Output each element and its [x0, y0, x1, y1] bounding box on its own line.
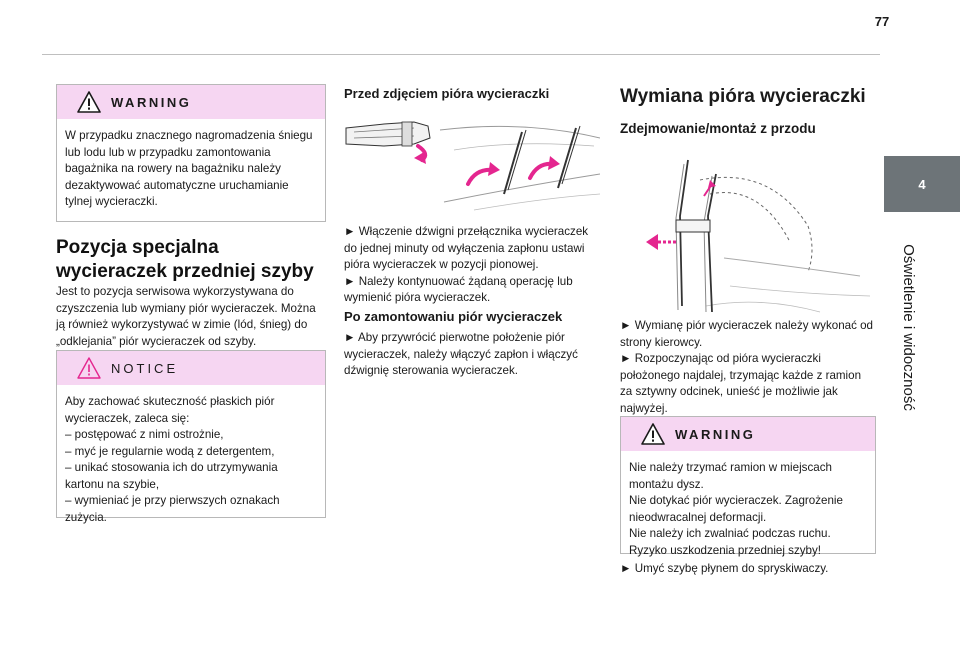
chapter-title: Oświetlenie i widoczność [899, 243, 917, 411]
heading-before-removal: Przed zdjęciem pióra wycieraczki [344, 86, 550, 101]
warning-label: WARNING [111, 94, 192, 110]
steps-before-removal [344, 224, 600, 307]
warning-label: WARNING [675, 426, 756, 442]
step-item: ► Umyć szybę płynem do spryskiwaczy. [620, 562, 829, 575]
warning-line: Nie należy trzymać ramion w miejscach montażu dysz. [629, 461, 832, 491]
notice-line: – wymieniać je przy pierwszych oznakach zużycia. [65, 494, 280, 524]
steps-after-installation [344, 330, 600, 380]
warning-line: Nie dotykać piór wycieraczek. Zagrożenie nieodwracalnej deformacji. [629, 494, 843, 524]
heading-after-installation: Po zamontowaniu piór wycieraczek [344, 309, 563, 324]
header-rule [42, 54, 880, 55]
notice-header [57, 351, 325, 385]
chapter-title-vertical [899, 222, 917, 432]
warning-header [57, 85, 325, 119]
chapter-number: 4 [918, 176, 926, 192]
warning-triangle-icon [77, 357, 101, 379]
page-number: 77 [874, 14, 890, 29]
subtitle-front-removal: Zdejmowanie/montaż z przodu [620, 121, 816, 136]
warning-header [621, 417, 875, 451]
step-item: ► Włączenie dźwigni przełącznika wycieraczek do jednej minuty od wyłączenia zapłonu ustawi pióra wycieraczek w pozycji pionowej. [344, 225, 589, 271]
section-text [56, 284, 326, 350]
wiper-vertical-position-illustration [344, 110, 600, 214]
notice-line: – postępować z nimi ostrożnie, [65, 428, 224, 441]
warning-box-wiper-arms [620, 416, 876, 557]
step-item: ► Wymianę piór wycieraczek należy wykonać od strony kierowcy. [620, 319, 874, 349]
warning-text: W przypadku znacznego nagromadzenia śniegu lub lodu lub w przypadku zamontowania bagażnika na rowery na bagażniku należy dezaktywować automatyczne uruchamianie tylnej wycieraczki. [65, 129, 313, 208]
final-step [620, 561, 876, 578]
warning-line: Nie należy ich zwalniać podczas ruchu. [629, 527, 831, 540]
special-position-text: Jest to pozycja serwisowa wykorzystywana do czyszczenia lub wymiany piór wycieraczek. Można ją również wykorzystywać w zimie (lód, śnieg) do „odklejania” piór wycieraczek od szyby. [56, 285, 316, 348]
wiper-removal-illustration [620, 146, 876, 314]
notice-line: – unikać stosowania ich do utrzymywania kartonu na szybie, [65, 461, 278, 491]
warning-line: Ryzyko uszkodzenia przedniej szyby! [629, 543, 822, 557]
steps-wiper-replacement [620, 318, 876, 417]
title-wiper-replacement: Wymiana pióra wycieraczki [620, 86, 866, 107]
warning-triangle-icon [77, 91, 101, 113]
notice-line: Aby zachować skuteczność płaskich piór wycieraczek, zaleca się: [65, 395, 275, 425]
step-item: ► Aby przywrócić pierwotne położenie piór wycieraczek, należy włączyć zapłon i włączyć dźwignię sterowania wycieraczek. [344, 331, 578, 377]
notice-box-flat-blades [56, 350, 326, 524]
notice-line: – myć je regularnie wodą z detergentem, [65, 444, 275, 458]
chapter-tab[interactable] [884, 156, 960, 212]
warning-triangle-icon [641, 423, 665, 445]
step-item: ► Rozpoczynając od pióra wycieraczki położonego najdalej, trzymając każde z ramion za sztywny odcinek, unieść je możliwie jak najwyżej. [620, 352, 862, 415]
section-title-special-position: Pozycja specjalna wycieraczek przedniej szyby [56, 237, 314, 282]
warning-box-rear-wiper [56, 84, 326, 222]
notice-label: NOTICE [111, 360, 179, 376]
step-item: ► Należy kontynuować żądaną operację lub wymienić pióra wycieraczek. [344, 274, 573, 304]
